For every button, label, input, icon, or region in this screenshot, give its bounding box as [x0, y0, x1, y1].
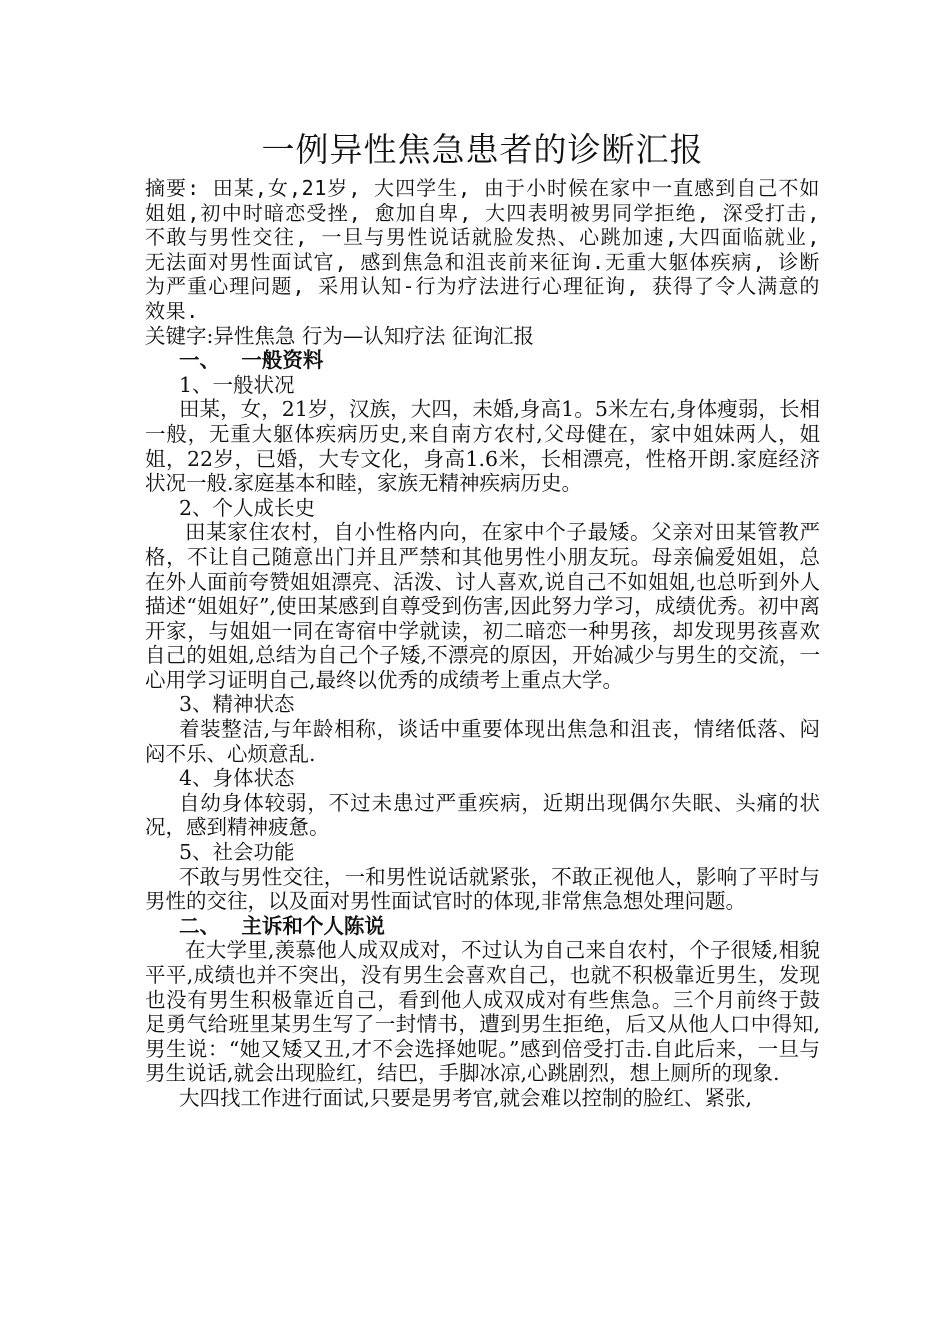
section-1-heading: 一、 一般资料 — [179, 348, 324, 373]
abstract-paragraph: 摘要: 田某,女,21岁, 大四学生, 由于小时候在家中一直感到自己不如姐姐,初中时暗恋受挫, 愈加自卑, 大四表明被男同学拒绝, 深受打击, 不敢与男性交往, 一旦与男性说话就脸发热、心跳加速,大四面临就业, 无法面对男性面试官, 感到焦急和沮丧前来征询.无重大躯体疾病, 诊断为严重心理问题, 采用认知-行为疗法进行心理征询, 获得了令人满意的效果. — [145, 176, 820, 323]
subsection-1-2-text: 田某家住农村，自小性格内向，在家中个子最矮。父亲对田某管教严格，不让自己随意出门并且严禁和其他男性小朋友玩。母亲偏爱姐姐，总在外人面前夸赞姐姐漂亮、活泼、讨人喜欢,说自己不如姐姐,也总听到外人描述“姐姐好”,使田某感到自尊受到伤害,因此努力学习，成绩优秀。初中离开家，与姐姐一同在寄宿中学就读，初二暗恋一种男孩，却发现男孩喜欢自己的姐姐,总结为自己个子矮,不漂亮的原因，开始减少与男生的交流，一心用学习证明自己,最终以优秀的成绩考上重点大学。 — [145, 520, 820, 692]
subsection-1-1-heading: 1、一般状况 — [179, 372, 295, 397]
subsection-1-2-heading: 2、个人成长史 — [179, 495, 316, 520]
section-2-paragraph-1: 在大学里,羡慕他人成双成对，不过认为自己来自农村，个子很矮,相貌平平,成绩也并不突出，没有男生会喜欢自己，也就不积极靠近男生，发现也没有男生积极靠近自己，看到他人成双成对有些焦急。三个月前终于鼓足勇气给班里某男生写了一封情书，遭到男生拒绝，后又从他人口中得知,男生说：“她又矮又丑,才不会选择她呢。”感到倍受打击.自此后来，一旦与男生说话,就会出现脸红，结巴，手脚冰凉,心跳剧烈，想上厕所的现象. — [145, 938, 820, 1086]
section-2-paragraph-2: 大四找工作进行面试,只要是男考官,就会难以控制的脸红、紧张, — [179, 1085, 753, 1110]
document-page — [145, 128, 820, 1111]
subsection-1-3-text: 着装整洁,与年龄相称，谈话中重要体现出焦急和沮丧，情绪低落、闷闷不乐、心烦意乱. — [145, 717, 820, 766]
document-title: 一例异性焦急患者的诊断汇报 — [261, 130, 704, 169]
subsection-1-5-text: 不敢与男性交往，一和男性说话就紧张，不敢正视他人，影响了平时与男性的交往，以及面对男性面试官时的体现,非常焦急想处理问题。 — [145, 864, 820, 914]
keywords-line: 关键字:异性焦急 行为—认知疗法 征询汇报 — [145, 323, 534, 348]
subsection-1-4-text: 自幼身体较弱，不过未患过严重疾病，近期出现偶尔失眠、头痛的状况，感到精神疲惫。 — [145, 790, 820, 840]
subsection-1-3-heading: 3、精神状态 — [179, 692, 295, 717]
section-2-heading: 二、 主诉和个人陈说 — [179, 913, 385, 938]
subsection-1-4-heading: 4、身体状态 — [179, 766, 295, 791]
subsection-1-1-text: 田某，女，21岁，汉族，大四，未婚,身高1。5米左右,身体瘦弱，长相一般，无重大躯体疾病历史,来自南方农村,父母健在，家中姐妹两人，姐姐，22岁，已婚，大专文化，身高1.6米，长相漂亮，性格开朗.家庭经济状况一般.家庭基本和睦，家族无精神疾病历史。 — [145, 397, 820, 496]
subsection-1-5-heading: 5、社会功能 — [179, 840, 295, 865]
